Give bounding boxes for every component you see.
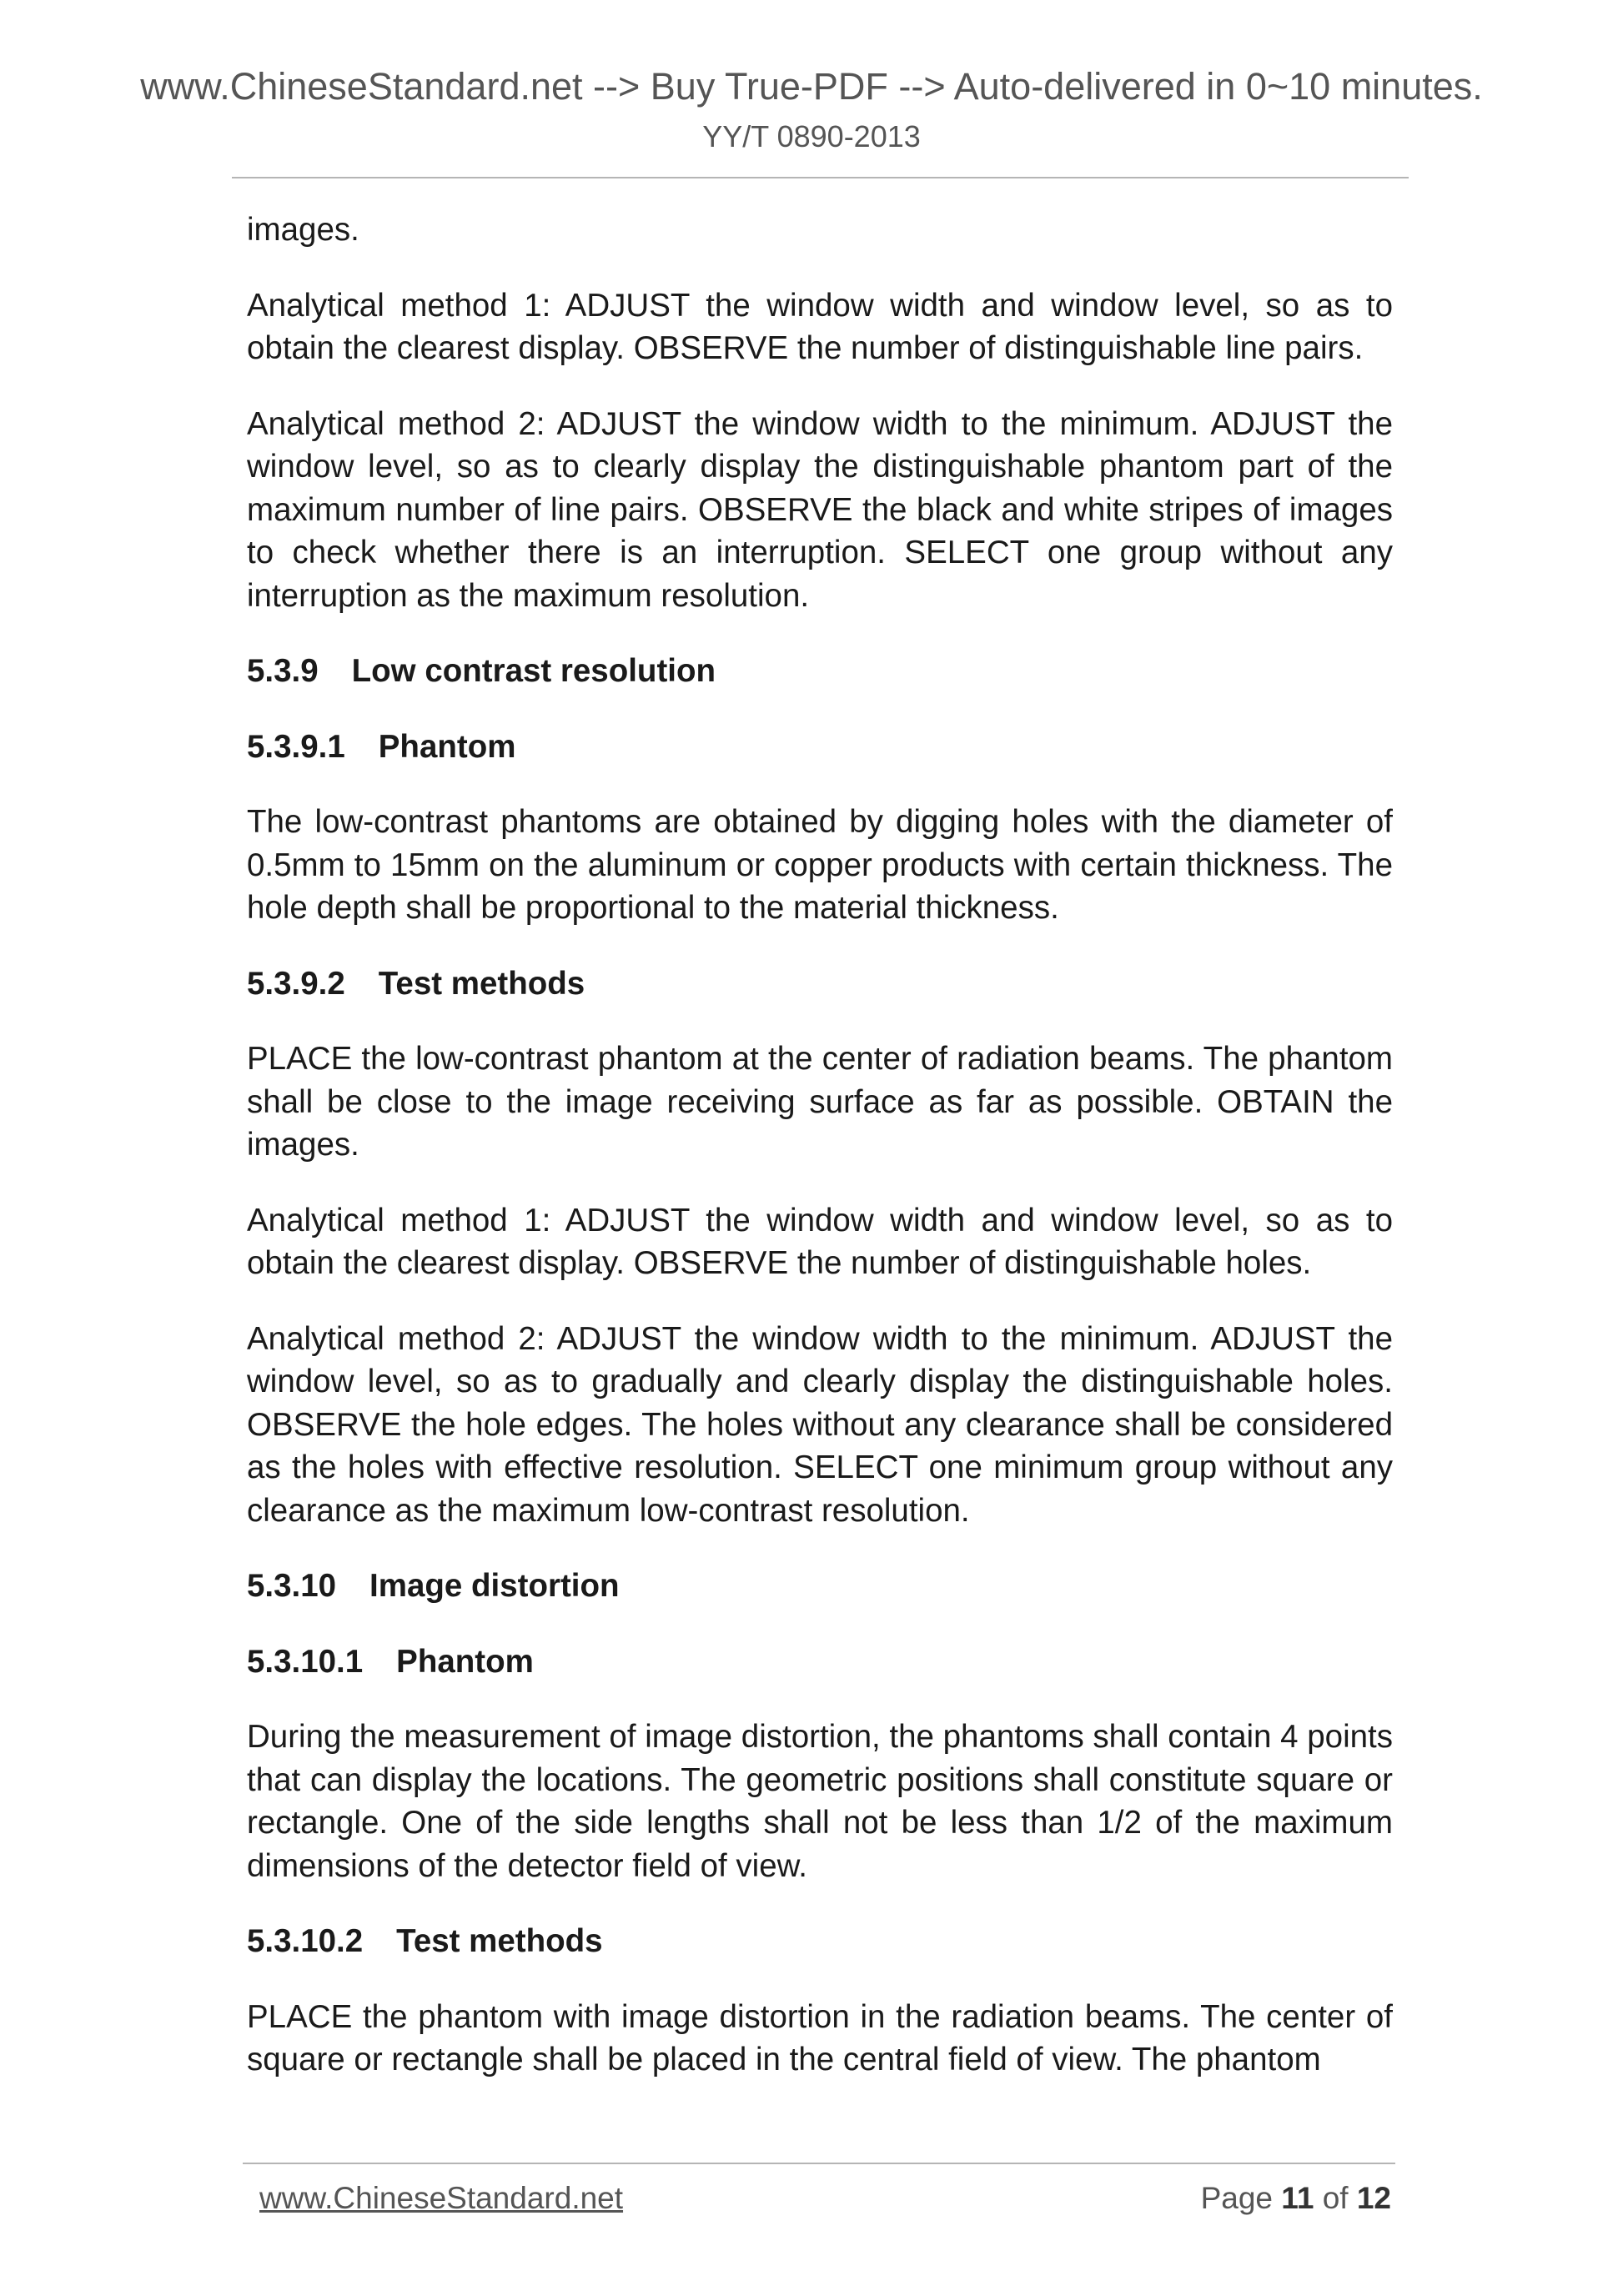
heading-5-3-9-2 (247, 962, 1393, 1006)
paragraph-distortion-phantom: During the measurement of image distortion, the phantoms shall contain 4 points that can display the locations. The geometric positions shall constitute square or rectangle. One of the side lengths shall not be less than 1/2 of the maximum dimensions of the detector field of view. (247, 1719, 1393, 1884)
standard-number: YY/T 0890-2013 (702, 119, 921, 153)
section-title: Low contrast resolution (351, 653, 716, 689)
current-page-number: 11 (1281, 2181, 1314, 2215)
section-number: 5.3.9 (247, 653, 319, 689)
footer-website-link[interactable]: www.ChineseStandard.net (259, 2181, 624, 2215)
heading-5-3-9-1 (247, 726, 1393, 769)
heading-5-3-9 (247, 650, 1393, 693)
section-number: 5.3.10.2 (247, 1923, 364, 1959)
heading-5-3-10-2 (247, 1920, 1393, 1963)
section-number: 5.3.10.1 (247, 1643, 364, 1680)
paragraph-images: images. (247, 212, 359, 248)
paragraph-holes-method-1: Analytical method 1: ADJUST the window width and window level, so as to obtain the clearest display. OBSERVE the number of distinguishable holes. (247, 1202, 1393, 1281)
page-of-label: of (1322, 2181, 1349, 2215)
heading-5-3-10-1 (247, 1640, 1393, 1684)
paragraph-line-pairs-method-2: Analytical method 2: ADJUST the window width to the minimum. ADJUST the window level, so as to clearly display the distinguishable phantom part of the maximum number of line pairs. OBSERVE the black and white stripes of images to check whether there is an interruption. SELECT one group without any interruption as the maximum resolution. (247, 405, 1393, 614)
section-title: Image distortion (369, 1568, 620, 1604)
header-banner: www.ChineseStandard.net --> Buy True-PDF --> Auto-delivered in 0~10 minutes. (140, 65, 1483, 108)
paragraph-holes-method-2: Analytical method 2: ADJUST the window width to the minimum. ADJUST the window level, so as to gradually and clearly display the distinguishable holes. OBSERVE the hole edges. The holes without any clearance shall be considered as the holes with effective resolution. SELECT one minimum group without any clearance as the maximum low-contrast resolution. (247, 1320, 1393, 1529)
section-title: Phantom (378, 728, 516, 765)
heading-5-3-10 (247, 1565, 1393, 1608)
section-number: 5.3.10 (247, 1568, 337, 1604)
total-page-number: 12 (1356, 2181, 1391, 2215)
document-body (247, 208, 1393, 2114)
paragraph-place-distortion-phantom: PLACE the phantom with image distortion in the radiation beams. The center of square or rectangle shall be placed in the central field of view. The phantom (247, 1998, 1393, 2077)
header-divider (232, 177, 1409, 178)
section-number: 5.3.9.1 (247, 728, 345, 765)
footer-divider (243, 2163, 1395, 2164)
page-indicator (1201, 2179, 1391, 2218)
paragraph-low-contrast-phantom: The low-contrast phantoms are obtained by digging holes with the diameter of 0.5mm to 15mm on the aluminum or copper products with certain thickness. The hole depth shall be proportional to the material thickness. (247, 804, 1393, 926)
section-title: Test methods (378, 965, 585, 1002)
section-title: Test methods (396, 1923, 603, 1959)
paragraph-place-low-contrast: PLACE the low-contrast phantom at the center of radiation beams. The phantom shall be close to the image receiving surface as far as possible. OBTAIN the images. (247, 1041, 1393, 1163)
section-title: Phantom (396, 1643, 534, 1680)
section-number: 5.3.9.2 (247, 965, 345, 1002)
page-label: Page (1200, 2181, 1274, 2215)
paragraph-line-pairs-method-1: Analytical method 1: ADJUST the window width and window level, so as to obtain the clearest display. OBSERVE the number of distinguishable line pairs. (247, 287, 1393, 366)
